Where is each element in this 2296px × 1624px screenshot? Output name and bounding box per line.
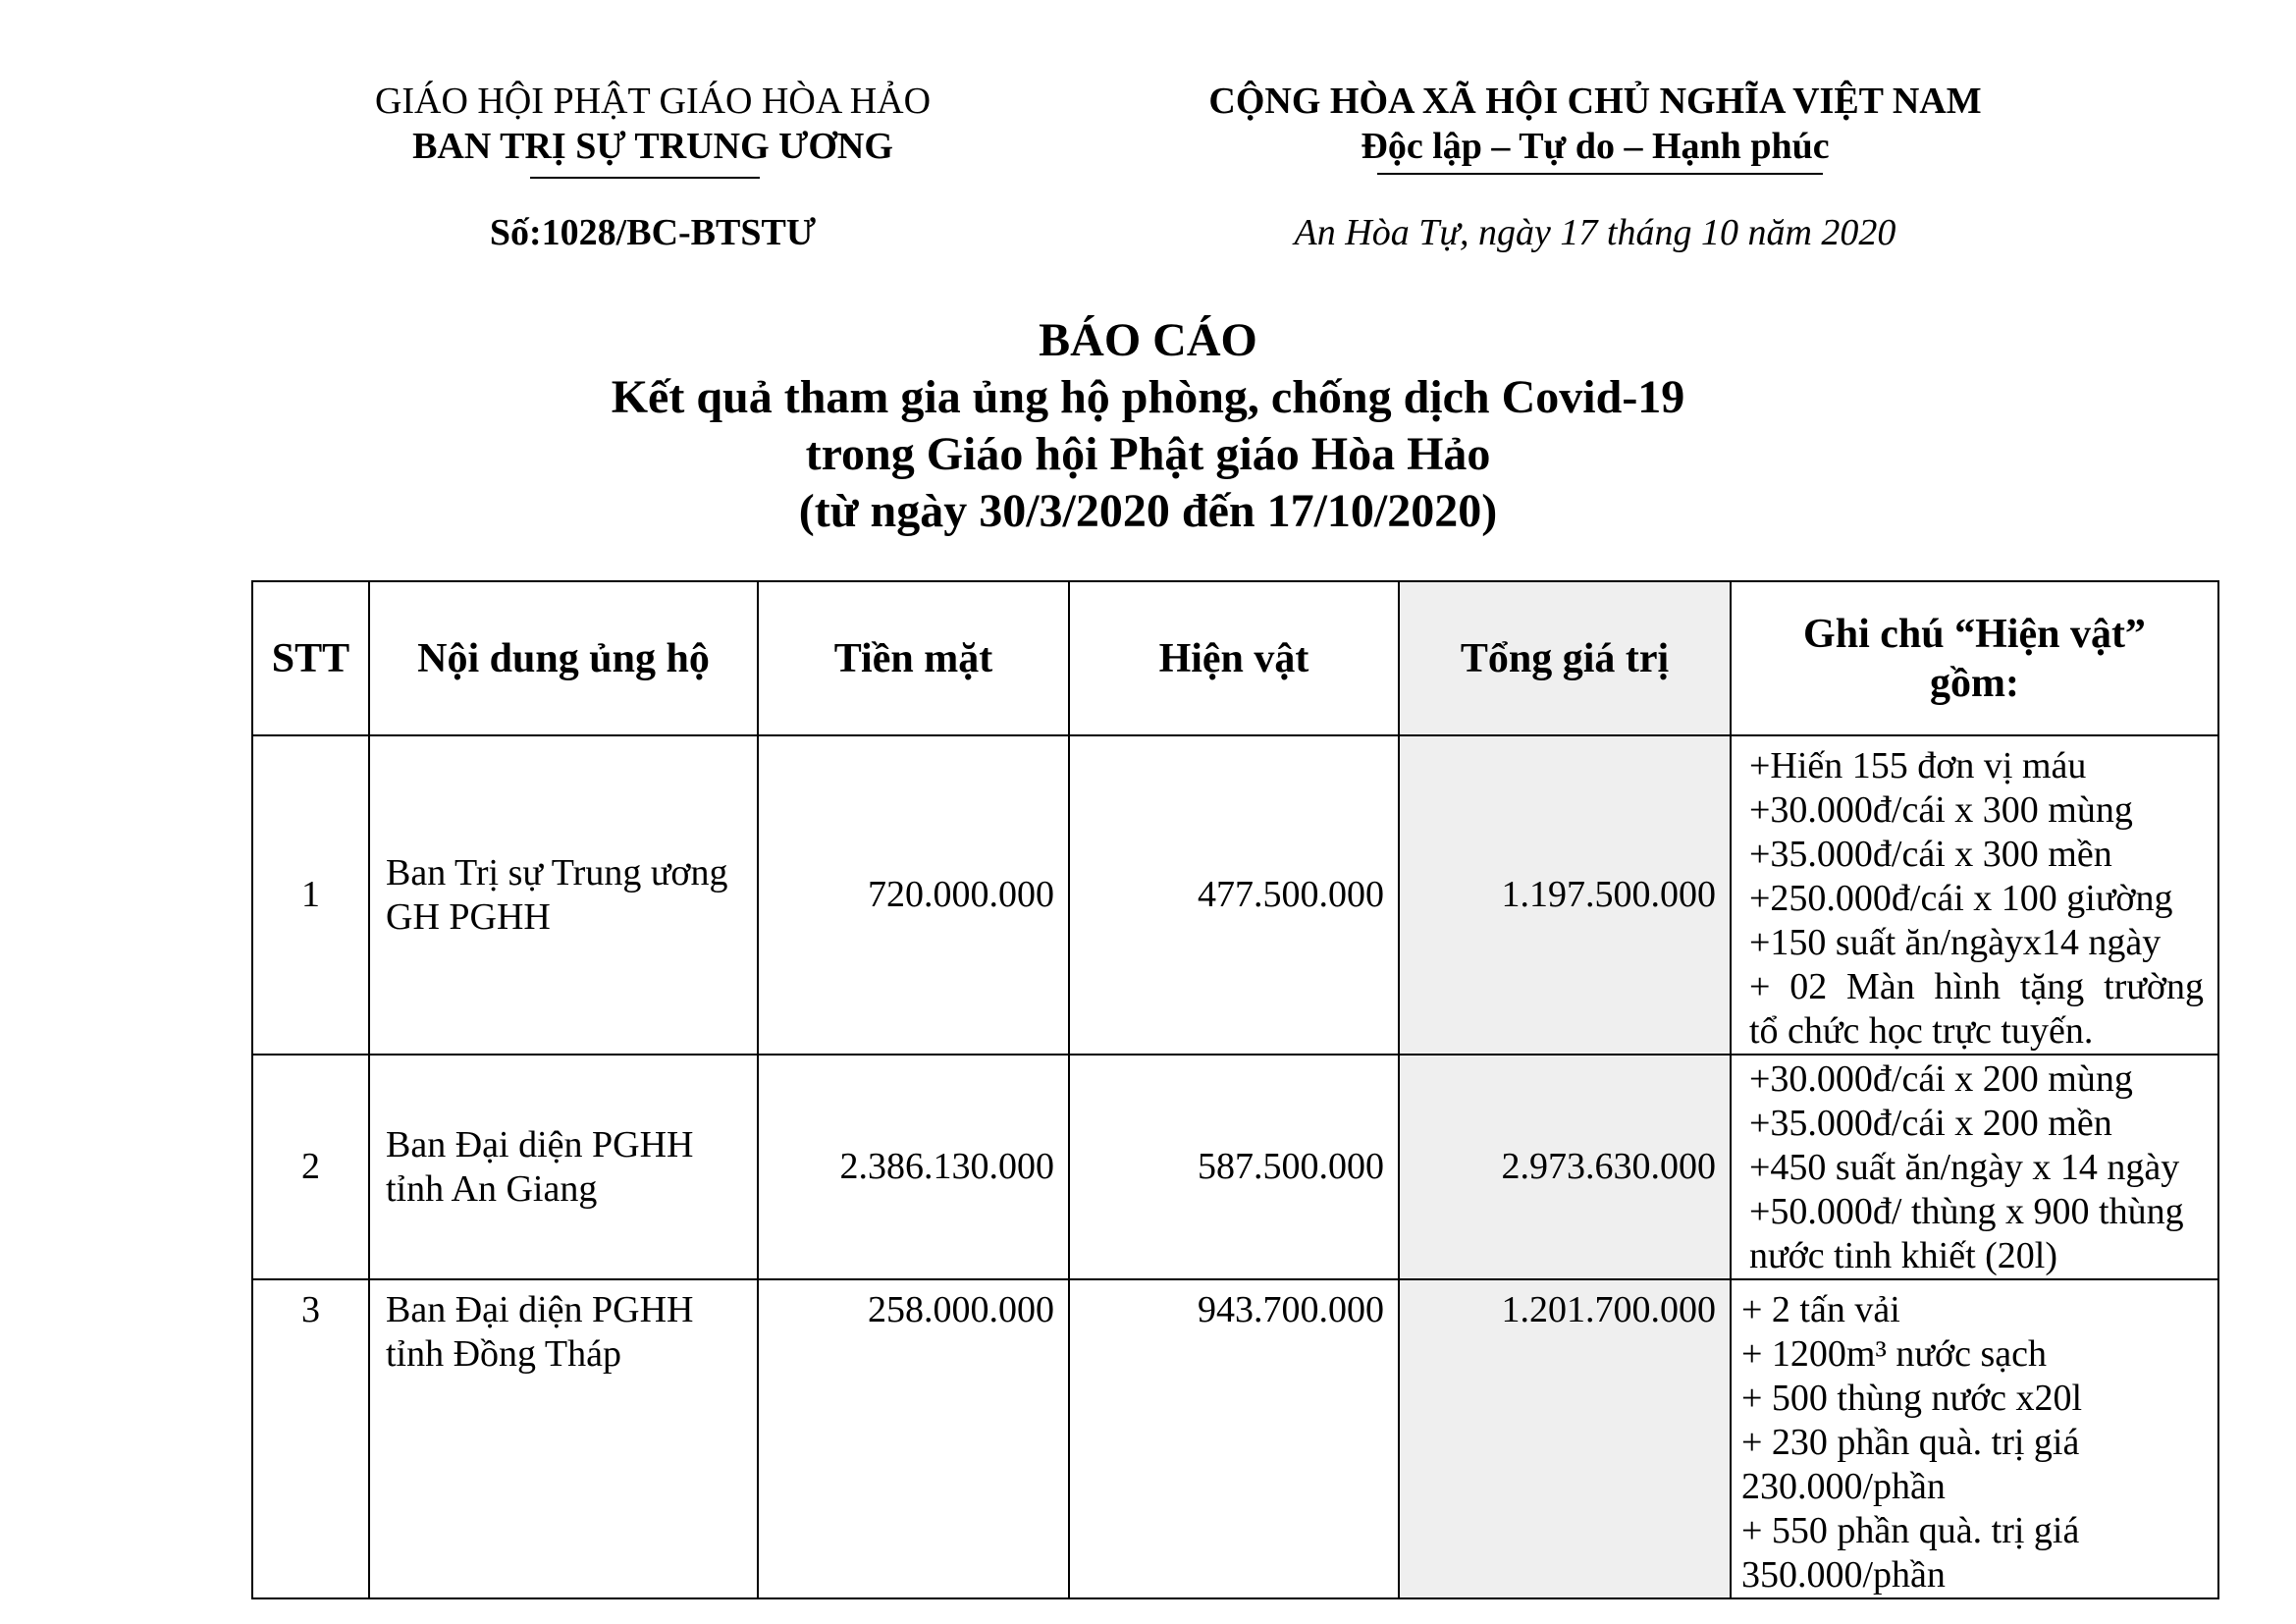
note-line: +30.000đ/cái x 300 mùng <box>1749 789 2133 831</box>
row-stt: 2 <box>252 1055 369 1279</box>
row-stt: 3 <box>252 1279 369 1598</box>
row-in-kind: 477.500.000 <box>1069 735 1399 1055</box>
row-content-line1: Ban Trị sự Trung ương <box>386 851 728 893</box>
note-line: 230.000/phần <box>1741 1466 1946 1507</box>
row-content-line1: Ban Đại diện PGHH <box>386 1123 694 1165</box>
row-content <box>369 1279 758 1598</box>
row-in-kind: 587.500.000 <box>1069 1055 1399 1279</box>
note-line: + 1200m³ nước sạch <box>1741 1333 2047 1375</box>
row-stt: 1 <box>252 735 369 1055</box>
table-row <box>252 1279 2218 1598</box>
note-line: + 550 phần quà. trị giá <box>1741 1510 2080 1551</box>
note-line: +450 suất ăn/ngày x 14 ngày <box>1749 1147 2180 1188</box>
note-line: nước tinh khiết (20l) <box>1749 1235 2058 1276</box>
note-line: tổ chức học trực tuyến. <box>1749 1010 2094 1052</box>
row-notes <box>1731 1055 2218 1279</box>
row-total: 1.197.500.000 <box>1399 735 1731 1055</box>
row-content-line2: tỉnh Đồng Tháp <box>386 1333 621 1375</box>
report-subtitle-line1: Kết quả tham gia ủng hộ phòng, chống dịch Covid-19 <box>611 371 1685 423</box>
row-total: 1.201.700.000 <box>1399 1279 1731 1598</box>
note-line: +35.000đ/cái x 200 mền <box>1749 1103 2112 1144</box>
row-content-line2: tỉnh An Giang <box>386 1167 598 1210</box>
note-line: + 02 Màn hình tặng trường <box>1749 966 2204 1007</box>
row-content-line1: Ban Đại diện PGHH <box>386 1289 694 1330</box>
note-line: +30.000đ/cái x 200 mùng <box>1749 1058 2133 1100</box>
note-line: + 500 thùng nước x20l <box>1741 1378 2083 1419</box>
note-line: +250.000đ/cái x 100 giường <box>1749 878 2173 919</box>
row-total: 2.973.630.000 <box>1399 1055 1731 1279</box>
report-title: BÁO CÁO <box>1039 314 1257 366</box>
row-content <box>369 735 758 1055</box>
header-notes-line1: Ghi chú “Hiện vật” <box>1803 611 2146 657</box>
note-line: +50.000đ/ thùng x 900 thùng <box>1749 1191 2184 1232</box>
note-line: +150 suất ăn/ngàyx14 ngày <box>1749 922 2162 963</box>
org-department: BAN TRỊ SỰ TRUNG ƯƠNG <box>412 126 893 167</box>
document-number: Số:1028/BC-BTSTƯ <box>489 212 817 253</box>
table-row <box>252 735 2218 1055</box>
row-cash: 258.000.000 <box>758 1279 1069 1598</box>
country-name: CỘNG HÒA XÃ HỘI CHỦ NGHĨA VIỆT NAM <box>1208 81 1982 122</box>
row-content-line2: GH PGHH <box>386 895 551 938</box>
donation-report-table <box>251 580 2219 1599</box>
header-in-kind: Hiện vật <box>1069 581 1399 735</box>
org-underline <box>530 177 760 179</box>
org-name: GIÁO HỘI PHẬT GIÁO HÒA HẢO <box>374 81 932 122</box>
note-line: +35.000đ/cái x 300 mền <box>1749 834 2112 875</box>
header-stt: STT <box>252 581 369 735</box>
row-content <box>369 1055 758 1279</box>
note-line: + 230 phần quà. trị giá <box>1741 1422 2080 1463</box>
report-period: (từ ngày 30/3/2020 đến 17/10/2020) <box>798 485 1498 537</box>
row-cash: 2.386.130.000 <box>758 1055 1069 1279</box>
row-in-kind: 943.700.000 <box>1069 1279 1399 1598</box>
row-notes <box>1731 735 2218 1055</box>
header-cash: Tiền mặt <box>758 581 1069 735</box>
table-row <box>252 1055 2218 1279</box>
header-notes <box>1731 581 2218 735</box>
report-subtitle-line2: trong Giáo hội Phật giáo Hòa Hảo <box>805 428 1491 480</box>
row-cash: 720.000.000 <box>758 735 1069 1055</box>
note-line: +Hiến 155 đơn vị máu <box>1749 745 2087 786</box>
row-notes <box>1731 1279 2218 1598</box>
header-content: Nội dung ủng hộ <box>369 581 758 735</box>
note-line: 350.000/phần <box>1741 1554 1946 1596</box>
note-line: + 2 tấn vải <box>1741 1289 1900 1330</box>
header-notes-line2: gồm: <box>1930 660 2019 706</box>
national-motto: Độc lập – Tự do – Hạnh phúc <box>1361 126 1830 167</box>
place-and-date: An Hòa Tự, ngày 17 tháng 10 năm 2020 <box>1294 212 1896 253</box>
motto-underline <box>1377 173 1823 175</box>
header-total: Tổng giá trị <box>1399 581 1731 735</box>
table-header-row <box>252 581 2218 735</box>
